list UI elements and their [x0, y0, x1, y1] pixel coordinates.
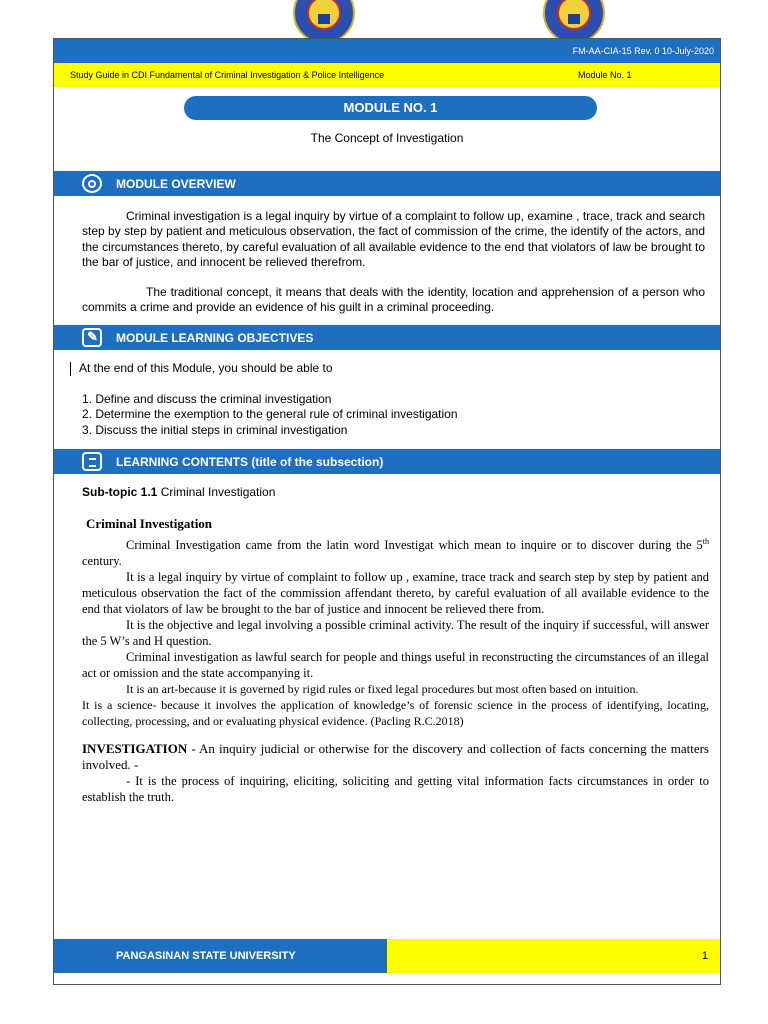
objectives-intro: At the end of this Module, you should be able to [70, 361, 333, 376]
investigation-definition: INVESTIGATION - An inquiry judicial or otherwise for the discovery and collection of facts concerning the matters involved. - [82, 741, 709, 773]
header-bar [54, 39, 720, 63]
overview-paragraph-2: The traditional concept, it means that deals with the identity, location and apprehension of a person who commits a crime and provide an evidence of his guilt in a criminal proceeding. [82, 285, 705, 315]
document-icon [82, 452, 102, 471]
objective-item-2: 2. Determine the exemption to the general rule of criminal investigation [82, 407, 458, 421]
objective-item-3: 3. Discuss the initial steps in criminal investigation [82, 423, 348, 437]
investigation-definition-2: - It is the process of inquiring, eliciting, soliciting and getting vital information facts circumstances in order to establish the truth. [82, 774, 709, 805]
objectives-heading: MODULE LEARNING OBJECTIVES [116, 331, 314, 345]
content-paragraph-5: It is an art-because it is governed by rigid rules or fixed legal procedures but most often based on intuition. [126, 682, 639, 697]
search-icon [82, 174, 102, 193]
objective-item-1: 1. Define and discuss the criminal investigation [82, 392, 332, 406]
page-number: 1 [701, 950, 708, 962]
study-guide-title: Study Guide in CDI Fundamental of Criminal Investigation & Police Intelligence [70, 70, 385, 80]
section-title: Criminal Investigation [86, 516, 213, 531]
edit-icon [82, 328, 102, 347]
footer [54, 939, 720, 973]
objectives-header [54, 325, 720, 350]
document-page [53, 38, 721, 985]
subtopic-title: Criminal Investigation [160, 485, 276, 499]
overview-paragraph-1: Criminal investigation is a legal inquiry by virtue of a complaint to follow up, examine , trace, track and search step by step by patient and meticulous observation, the fact of commission of the crime, the identify of the actors, and the circumstances thereto, by careful evaluation of all available evidence to the end that violators of law be brought to the bar of justice, and innocent be relieved therefrom. [82, 209, 705, 270]
content-paragraph-4: Criminal investigation as lawful search for people and things useful in reconstructing the circumstances of an illegal act or omission and the state accompanying it. [82, 650, 709, 681]
subtopic-line [82, 485, 275, 499]
content-paragraph-1: Criminal Investigation came from the latin word Investigat which mean to inquire or to discover during the 5th century. [82, 537, 709, 569]
form-code: FM-AA-CIA-15 Rev. 0 10-July-2020 [572, 46, 714, 56]
content-paragraph-2: It is a legal inquiry by virtue of complaint to follow up , examine, trace track and search step by step by patient and meticulous observation the fact of the commission affendant thereto, by careful evaluation of all available evidence to the end that violators of law be brought to the bar of justice and innocent be relieved there from. [82, 570, 709, 617]
module-subtitle: The Concept of Investigation [310, 131, 464, 145]
university-name: PANGASINAN STATE UNIVERSITY [116, 950, 296, 962]
contents-body [82, 516, 709, 805]
overview-heading: MODULE OVERVIEW [116, 177, 236, 191]
content-paragraph-6: It is a science- because it involves the application of knowledge’s of forensic science in the process of identifying, locating, collecting, processing, and or evaluating physical evidence. (Pacling R.C.2018) [82, 698, 709, 729]
study-guide-bar [54, 63, 720, 87]
content-paragraph-3: It is the objective and legal involving a possible criminal activity. The result of the inquiry if successful, will answer the 5 W’s and H question. [82, 618, 709, 649]
overview-header [54, 171, 720, 196]
subtopic-label: Sub-topic 1.1 [82, 485, 158, 499]
module-number-label: Module No. 1 [578, 70, 632, 80]
contents-header [54, 449, 720, 474]
investigation-term: INVESTIGATION [82, 741, 188, 757]
contents-heading: LEARNING CONTENTS (title of the subsection) [116, 455, 384, 469]
module-title: MODULE NO. 1 [184, 96, 597, 120]
